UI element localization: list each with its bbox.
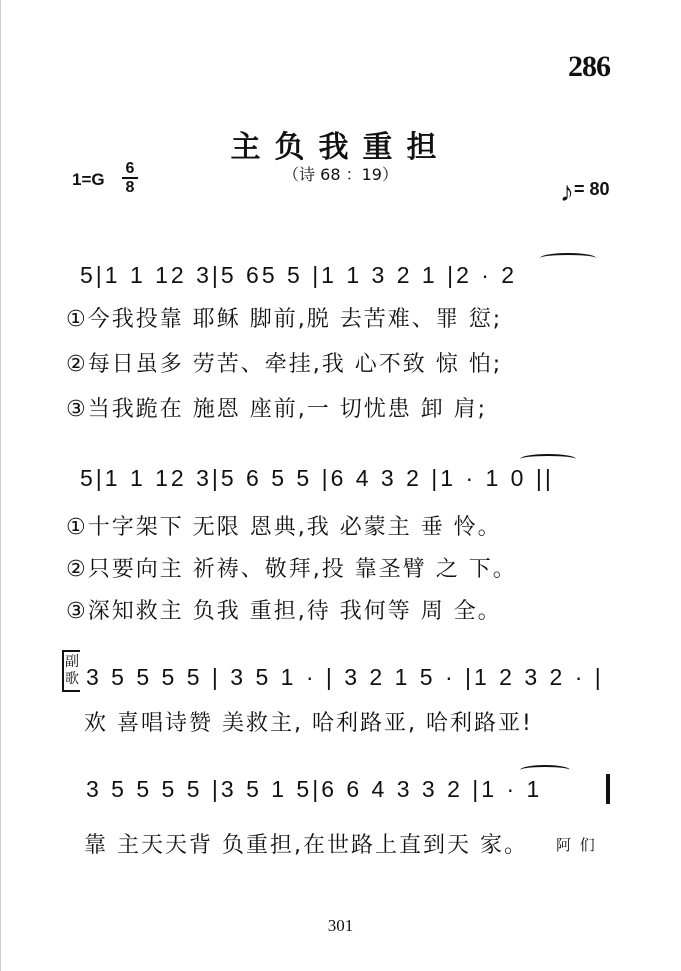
key-signature: 1=G [72,170,105,189]
tie-mark [520,454,576,464]
notation-line-2: 5|1 1 12 3|5 6 5 5 |6 4 3 2 |1 · 1 0 || [80,465,554,491]
lyric-line-2-2: ②只要向主 祈祷、敬拜,投 靠圣臂 之 下。 [66,557,517,582]
meter-top: 6 [125,160,135,177]
refrain-lyric-2: 靠 主天天背 负重担,在世路上直到天 家。 [84,833,528,858]
tie-mark [520,765,570,775]
lyric-line-2-1: ①十字架下 无限 恩典,我 必蒙主 垂 怜。 [66,515,502,540]
tempo-marking [560,170,610,207]
refrain-notation-1: 3 5 5 5 5 | 3 5 1 · | 3 2 1 5 · |1 2 3 2 · | [86,664,604,690]
amen-text: 阿 们 [556,836,597,854]
lyric-line-2-3: ③深知救主 负我 重担,待 我何等 周 全。 [66,599,502,624]
hymn-number: 286 [568,50,610,83]
eighth-note-icon: ♪ [560,176,574,207]
tempo-value: = 80 [574,179,610,199]
lyric-line-1-1: ①今我投靠 耶稣 脚前,脱 去苦难、罪 愆; [66,307,503,332]
meter-bottom: 8 [122,177,138,196]
scripture-reference: （诗 68 ：19） [283,165,398,184]
tie-mark [540,253,596,263]
refrain-notation-2: 3 5 5 5 5 |3 5 1 5|6 6 4 3 3 2 |1 · 1 [86,776,543,802]
refrain-label: 副歌 [62,650,80,692]
final-barline [606,774,610,804]
lyric-line-1-3: ③当我跪在 施恩 座前,一 切忧患 卸 肩; [66,397,488,422]
lyric-line-1-2: ②每日虽多 劳苦、牵挂,我 心不致 惊 怕; [66,352,503,377]
time-signature [122,160,138,196]
refrain-lyric-1: 欢 喜唱诗赞 美救主, 哈利路亚, 哈利路亚! [84,711,533,736]
hymn-title: 主负我重担 [230,130,451,165]
notation-line-1: 5|1 1 12 3|5 65 5 |1 1 3 2 1 |2 · 2 [80,262,518,288]
page-number: 301 [327,916,354,935]
